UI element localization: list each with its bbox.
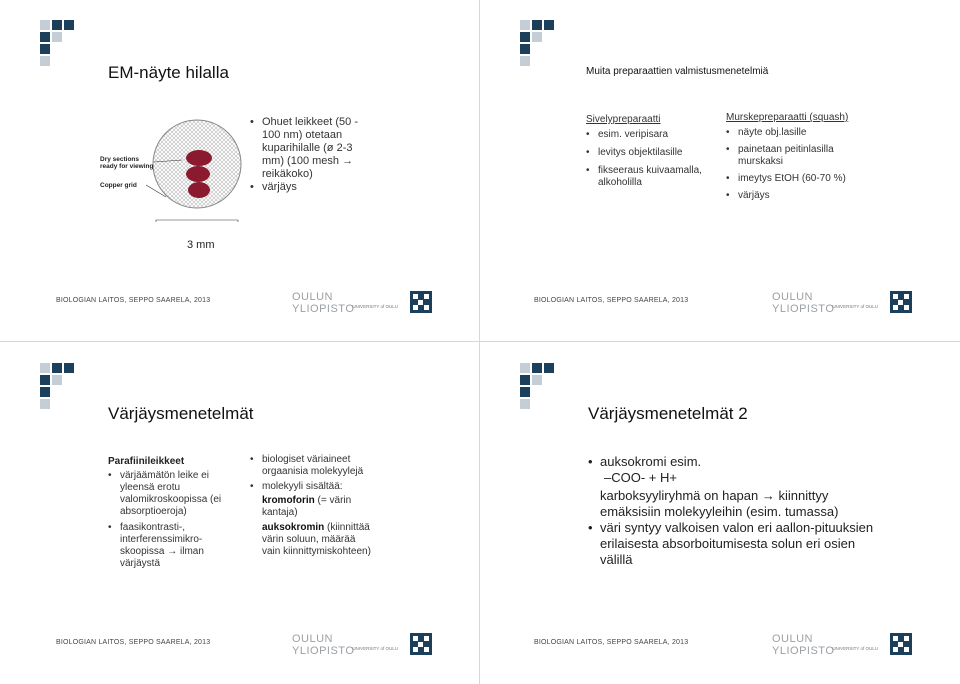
slide-title: EM-näyte hilalla: [108, 63, 229, 82]
logo-squares: [520, 20, 566, 66]
university-logo: [772, 291, 912, 313]
bullet-item: • Ohuet leikkeet (50 - 100 nm) otetaan kuparihilalle (ø 2-3 mm) (100 mesh → reikäkoko): [250, 116, 366, 181]
auxochrome-list: [588, 454, 878, 568]
smear-heading: Sivelypreparaatti: [586, 114, 661, 125]
list-item: • näyte obj.lasille: [726, 127, 866, 139]
list-item: • värjäämätön leike ei yleensä erotu valomikroskoopissa (ei absorptioeroja): [108, 470, 232, 518]
university-mark-icon: [890, 291, 912, 313]
list-item: • värjäys: [726, 190, 866, 202]
squash-column: [726, 112, 866, 202]
university-mark-icon: [410, 633, 432, 655]
paraffin-column: [108, 456, 232, 570]
section-2: [186, 166, 210, 182]
footer-text: BIOLOGIAN LAITOS, SEPPO SAARELA, 2013: [56, 639, 211, 646]
slide-1: [0, 0, 478, 340]
list-item: • faasikontrasti-, interferenssimikro-skoopissa → ilman värjäystä: [108, 522, 232, 570]
paraffin-heading: Parafiinileikkeet: [108, 456, 185, 467]
slide-title: Muita preparaattien valmistusmenetelmiä: [586, 66, 769, 77]
list-item: • levitys objektilasille: [586, 147, 704, 159]
copper-grid-label: Copper grid: [100, 182, 137, 189]
university-mark-icon: [890, 633, 912, 655]
list-item: • biologiset väriaineet orgaanisia molekyylejä: [250, 454, 372, 478]
squash-heading: Murskepreparaatti (squash): [726, 112, 849, 123]
footer-text: BIOLOGIAN LAITOS, SEPPO SAARELA, 2013: [534, 639, 689, 646]
slide-title: Värjäysmenetelmät 2: [588, 404, 748, 423]
logo-squares: [40, 363, 86, 409]
university-name: OULUN YLIOPISTO: [292, 291, 355, 315]
university-sub: UNIVERSITY of OULU: [832, 646, 878, 651]
smear-column: [586, 114, 704, 189]
carboxyl-formula: –COO- + H+: [604, 470, 677, 485]
university-mark-icon: [410, 291, 432, 313]
logo-squares: [40, 20, 86, 66]
footer-text: BIOLOGIAN LAITOS, SEPPO SAARELA, 2013: [56, 297, 211, 304]
university-name: OULUN YLIOPISTO: [292, 633, 355, 657]
slide-title: Värjäysmenetelmät: [108, 404, 254, 423]
dyes-column: [250, 454, 372, 558]
list-item: • molekyyli sisältää:: [250, 481, 372, 493]
slide-4: [480, 342, 958, 682]
slide-3: [0, 342, 478, 682]
list-item: • imeytys EtOH (60-70 %): [726, 173, 866, 185]
university-sub: UNIVERSITY of OULU: [832, 304, 878, 309]
slide-2: [480, 0, 958, 340]
university-name: OULUN YLIOPISTO: [772, 633, 835, 657]
university-sub: UNIVERSITY of OULU: [352, 304, 398, 309]
university-sub: UNIVERSITY of OULU: [352, 646, 398, 651]
bullet-item: • värjäys: [250, 181, 366, 194]
scale-label: 3 mm: [187, 239, 215, 251]
university-logo: [772, 633, 912, 655]
section-1: [186, 150, 212, 166]
list-item: • auksokromi esim.: [588, 454, 878, 470]
university-logo: [292, 633, 432, 655]
slide1-bullets: [250, 116, 366, 194]
carboxyl-explanation: karboksyyliryhmä on hapan → kiinnittyy emäksisiin molekyyleihin (esim. tumassa): [600, 488, 839, 519]
university-logo: [292, 291, 432, 313]
list-item: • väri syntyy valkoisen valon eri aallon-pituuksien erilaisesta absorboitumisesta solun eri osien välillä: [588, 520, 878, 568]
university-name: OULUN YLIOPISTO: [772, 291, 835, 315]
auxochrome-text: auksokromin (kiinnittää värin soluun, määrää vain kiinnittymiskohteen): [262, 522, 371, 557]
dry-sections-label: Dry sections ready for viewing: [100, 156, 154, 170]
footer-text: BIOLOGIAN LAITOS, SEPPO SAARELA, 2013: [534, 297, 689, 304]
list-item: • esim. veripisara: [586, 129, 704, 141]
em-grid-figure: [96, 112, 242, 222]
section-3: [188, 182, 210, 198]
logo-squares: [520, 363, 566, 409]
list-item: • fikseeraus kuivaamalla, alkoholilla: [586, 165, 704, 189]
chromophore-text: kromoforin (= värin kantaja): [262, 495, 352, 518]
list-item: • painetaan peitinlasilla murskaksi: [726, 144, 866, 168]
